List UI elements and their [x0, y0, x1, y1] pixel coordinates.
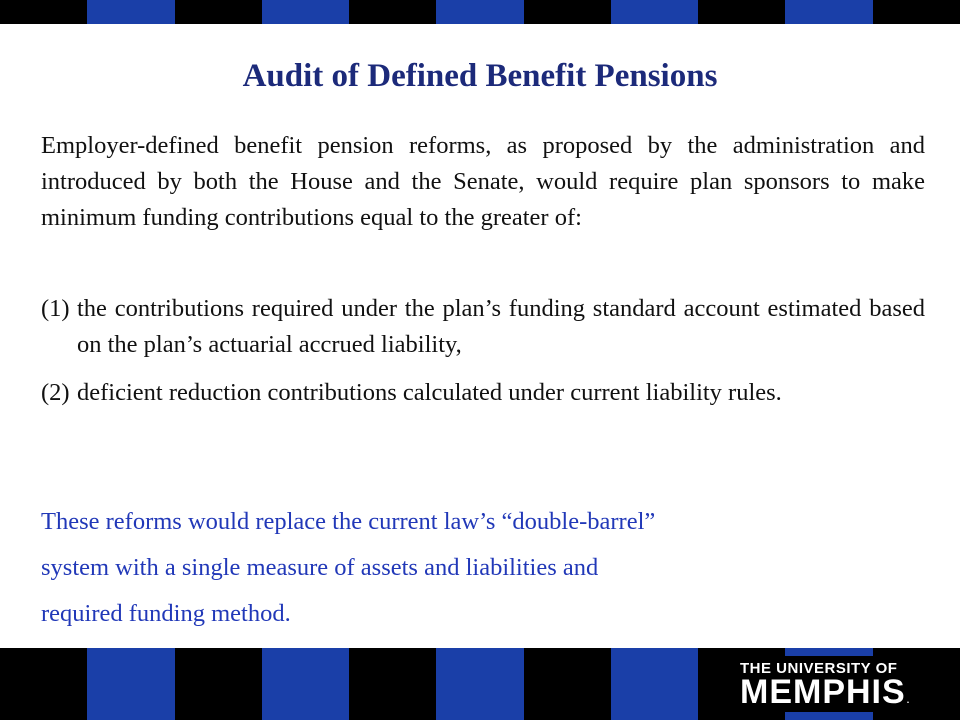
stripe: [87, 0, 174, 24]
university-logo: [740, 656, 926, 712]
logo-line-memphis: [740, 673, 910, 712]
intro-paragraph: Employer-defined benefit pension reforms, as proposed by the administration and introduced by both the House and the Senate, would require plan sponsors to make minimum funding contributions equal to the greater of:: [41, 132, 925, 231]
top-stripe-bar: [0, 0, 960, 24]
stripe: [0, 648, 87, 720]
stripe: [524, 0, 611, 24]
stripe: [698, 0, 785, 24]
stripe: [87, 648, 174, 720]
list-item: [41, 291, 925, 363]
list-item-text: the contributions required under the plan’s funding standard account estimated based on the plan’s actuarial accrued liability,: [77, 295, 925, 358]
stripe: [524, 648, 611, 720]
list-item: [41, 375, 925, 411]
conclusion-line: system with a single measure of assets and liabilities and: [41, 554, 599, 581]
stripe: [436, 648, 523, 720]
list-marker: (2): [41, 379, 70, 406]
stripe: [262, 648, 349, 720]
stripe: [436, 0, 523, 24]
list-marker: (1): [41, 295, 70, 322]
logo-wordmark: MEMPHIS: [740, 673, 906, 711]
list-item-text: deficient reduction contributions calculated under current liability rules.: [77, 379, 782, 406]
stripe: [0, 0, 87, 24]
conclusion-line: These reforms would replace the current law’s “double-barrel”: [41, 508, 656, 535]
stripe: [785, 0, 872, 24]
stripe: [873, 0, 960, 24]
logo-mark: .: [906, 695, 911, 705]
stripe: [175, 0, 262, 24]
stripe: [611, 648, 698, 720]
stripe: [611, 0, 698, 24]
stripe: [175, 648, 262, 720]
conclusion-paragraph: [41, 504, 801, 642]
stripe: [262, 0, 349, 24]
slide-title: Audit of Defined Benefit Pensions: [242, 58, 718, 94]
stripe: [349, 648, 436, 720]
conclusion-line: required funding method.: [41, 600, 291, 627]
stripe: [349, 0, 436, 24]
logo-line-university: THE UNIVERSITY OF: [740, 660, 898, 677]
